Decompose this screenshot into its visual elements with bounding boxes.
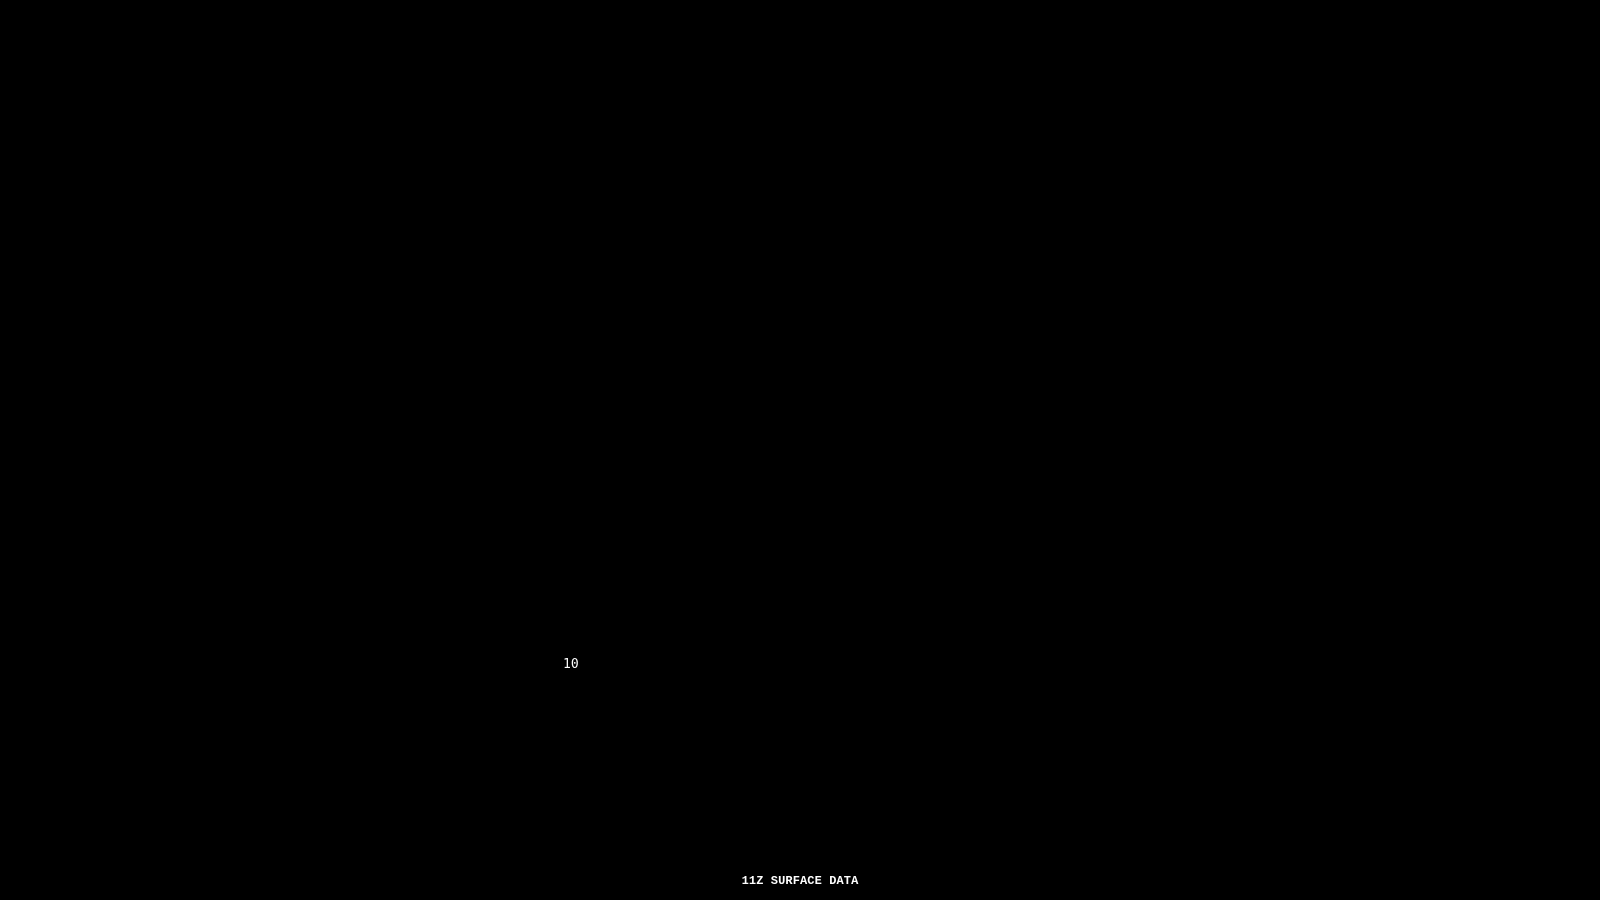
map-title: 11Z SURFACE DATA	[741, 874, 859, 888]
surface-value-label: 10	[563, 657, 579, 672]
